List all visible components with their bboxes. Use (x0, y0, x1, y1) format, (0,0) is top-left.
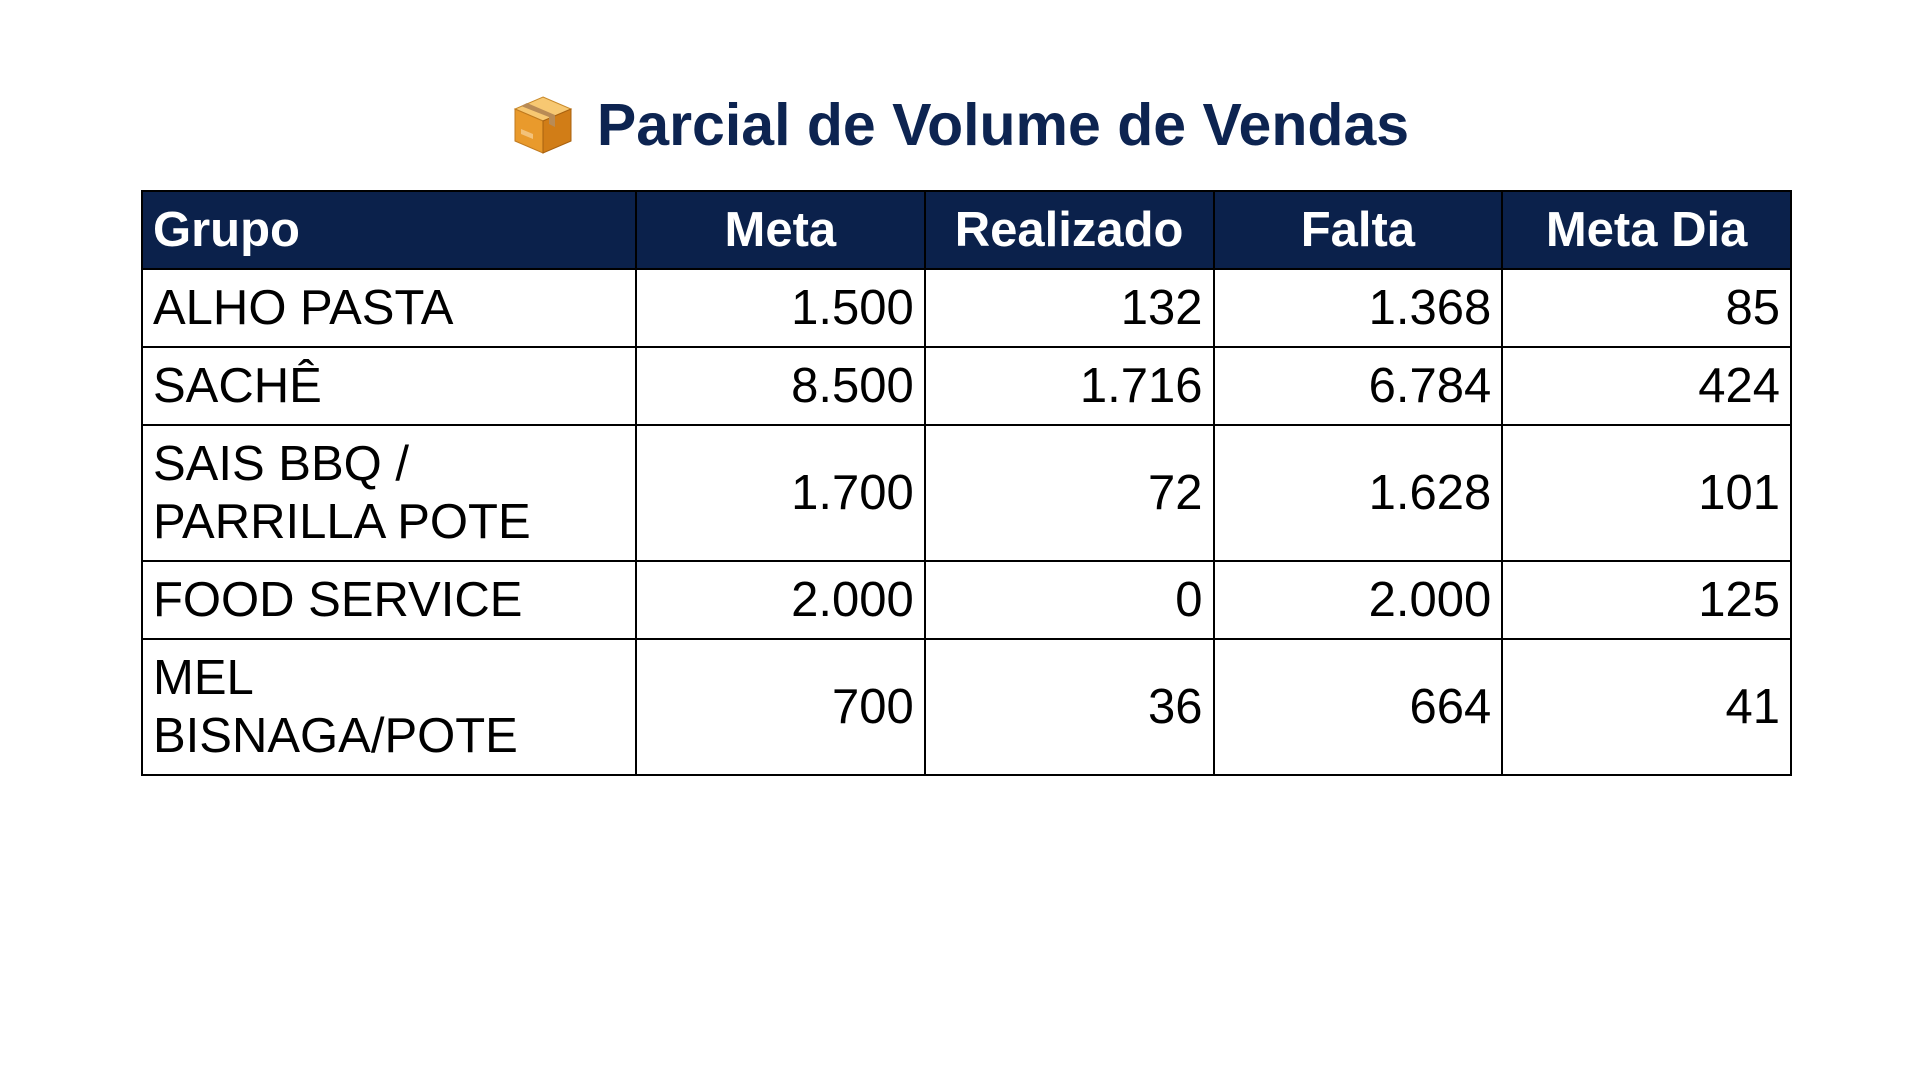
cell-grupo: SACHÊ (142, 347, 636, 425)
cell-realizado: 0 (925, 561, 1214, 639)
table-row (142, 269, 1791, 347)
cell-meta: 2.000 (636, 561, 925, 639)
table-row (142, 347, 1791, 425)
cell-grupo: SAIS BBQ / PARRILLA POTE (142, 425, 636, 561)
cell-realizado: 132 (925, 269, 1214, 347)
cell-grupo: ALHO PASTA (142, 269, 636, 347)
cell-meta-dia: 101 (1502, 425, 1791, 561)
header-meta-dia: Meta Dia (1502, 191, 1791, 269)
table-row (142, 561, 1791, 639)
cell-falta: 664 (1214, 639, 1503, 775)
page-title-text: Parcial de Volume de Vendas (596, 92, 1410, 158)
table-row (142, 639, 1791, 775)
title-area (0, 88, 1920, 162)
cell-meta-dia: 125 (1502, 561, 1791, 639)
header-grupo: Grupo (142, 191, 636, 269)
header-falta: Falta (1214, 191, 1503, 269)
cell-falta: 2.000 (1214, 561, 1503, 639)
cell-grupo: FOOD SERVICE (142, 561, 636, 639)
cell-meta-dia: 85 (1502, 269, 1791, 347)
cell-meta: 700 (636, 639, 925, 775)
header-meta: Meta (636, 191, 925, 269)
table-header-row (142, 191, 1791, 269)
cell-realizado: 36 (925, 639, 1214, 775)
cell-meta: 1.700 (636, 425, 925, 561)
cell-realizado: 1.716 (925, 347, 1214, 425)
cell-realizado: 72 (925, 425, 1214, 561)
cell-meta: 8.500 (636, 347, 925, 425)
cell-falta: 1.368 (1214, 269, 1503, 347)
cell-meta-dia: 41 (1502, 639, 1791, 775)
sales-volume-table (141, 190, 1792, 776)
cell-meta-dia: 424 (1502, 347, 1791, 425)
page-title (511, 88, 1409, 162)
table-row (142, 425, 1791, 561)
cell-falta: 1.628 (1214, 425, 1503, 561)
cell-meta: 1.500 (636, 269, 925, 347)
package-box-icon (511, 93, 575, 157)
header-realizado: Realizado (925, 191, 1214, 269)
cell-falta: 6.784 (1214, 347, 1503, 425)
cell-grupo: MEL BISNAGA/POTE (142, 639, 636, 775)
